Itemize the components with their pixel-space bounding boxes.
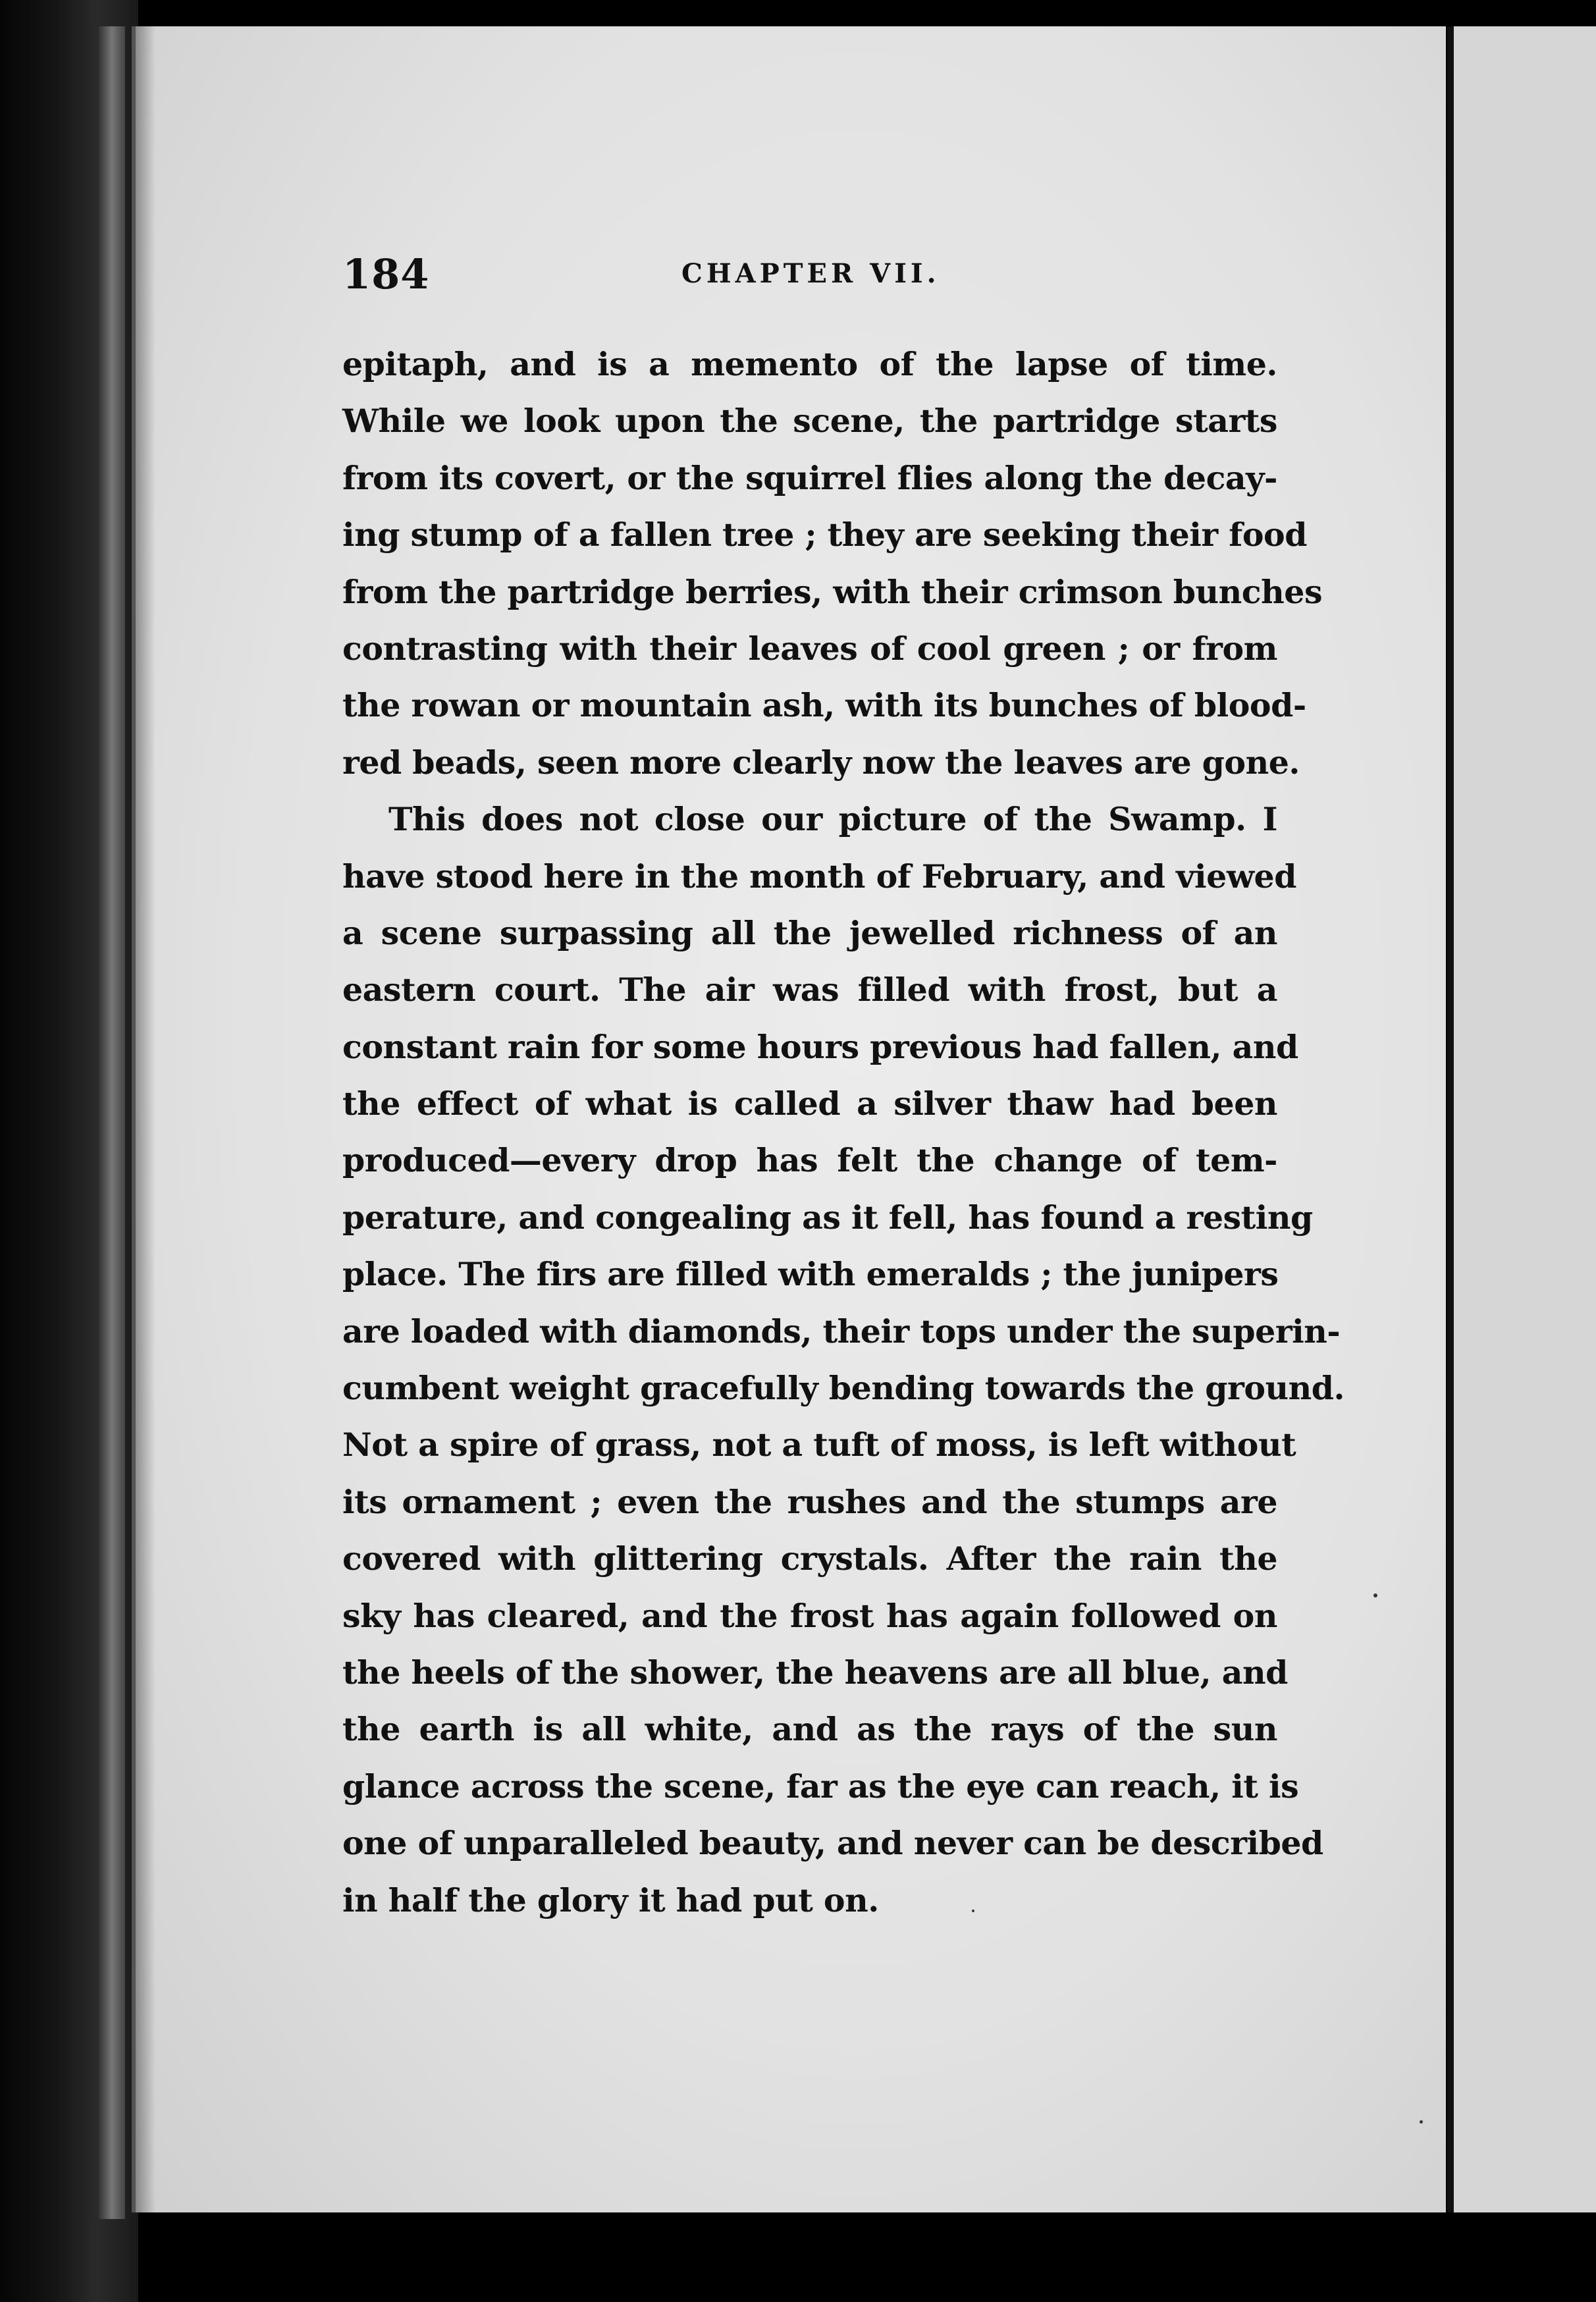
text-line: the effect of what is called a silver thaw had been xyxy=(342,1084,1277,1123)
gutter-shadow xyxy=(136,26,155,2212)
text-line: While we look upon the scene, the partridge starts xyxy=(342,402,1277,441)
page-body xyxy=(342,336,1345,1929)
text-line: glance across the scene, far as the eye can reach, it is xyxy=(342,1767,1299,1806)
text-line: ing stump of a fallen tree ; they are seeking their food xyxy=(342,516,1307,554)
text-line: produced—every drop has felt the change of tem- xyxy=(342,1141,1277,1180)
text-line: covered with glittering crystals. After the rain the xyxy=(342,1539,1277,1578)
text-line: cumbent weight gracefully bending towards the ground. xyxy=(342,1369,1345,1408)
page-number: 184 xyxy=(342,250,430,298)
paper-speck xyxy=(1373,1593,1377,1597)
text-line: its ornament ; even the rushes and the stumps are xyxy=(342,1482,1277,1521)
text-line: perature, and congealing as it fell, has found a resting xyxy=(342,1198,1313,1237)
text-line: from the partridge berries, with their crimson bunches xyxy=(342,572,1323,611)
text-line: have stood here in the month of February, and viewed xyxy=(342,857,1296,896)
text-line: a scene surpassing all the jewelled richness of an xyxy=(342,913,1277,952)
text-line: constant rain for some hours previous had fallen, and xyxy=(342,1027,1298,1066)
text-line: the heels of the shower, the heavens are all blue, and xyxy=(342,1653,1288,1692)
text-line: Not a spire of grass, not a tuft of moss, is left without xyxy=(342,1426,1296,1464)
page-header xyxy=(342,250,1290,303)
text-line: are loaded with diamonds, their tops under the superin- xyxy=(342,1312,1341,1351)
text-line: the earth is all white, and as the rays of the sun xyxy=(342,1710,1277,1749)
text-line: from its covert, or the squirrel flies along the decay- xyxy=(342,458,1277,497)
running-head: CHAPTER VII. xyxy=(681,258,940,289)
text-line: epitaph, and is a memento of the lapse of time. xyxy=(342,345,1277,383)
text-line: sky has cleared, and the frost has again followed on xyxy=(342,1596,1277,1635)
text-line: place. The firs are filled with emeralds ; the junipers xyxy=(342,1255,1279,1294)
page-stack-edge xyxy=(99,26,125,2219)
text-line: red beads, seen more clearly now the leaves are gone. xyxy=(342,743,1300,782)
facing-page-edge xyxy=(1447,26,1596,2212)
text-line: one of unparalleled beauty, and never can be described xyxy=(342,1824,1323,1863)
text-line: This does not close our picture of the Swamp. I xyxy=(388,800,1277,839)
text-line: eastern court. The air was filled with frost, but a xyxy=(342,971,1277,1009)
text-line: in half the glory it had put on. xyxy=(342,1881,879,1919)
paper-speck xyxy=(1420,2120,1423,2124)
text-line: the rowan or mountain ash, with its bunches of blood- xyxy=(342,686,1306,725)
text-line: contrasting with their leaves of cool green ; or from xyxy=(342,629,1277,668)
